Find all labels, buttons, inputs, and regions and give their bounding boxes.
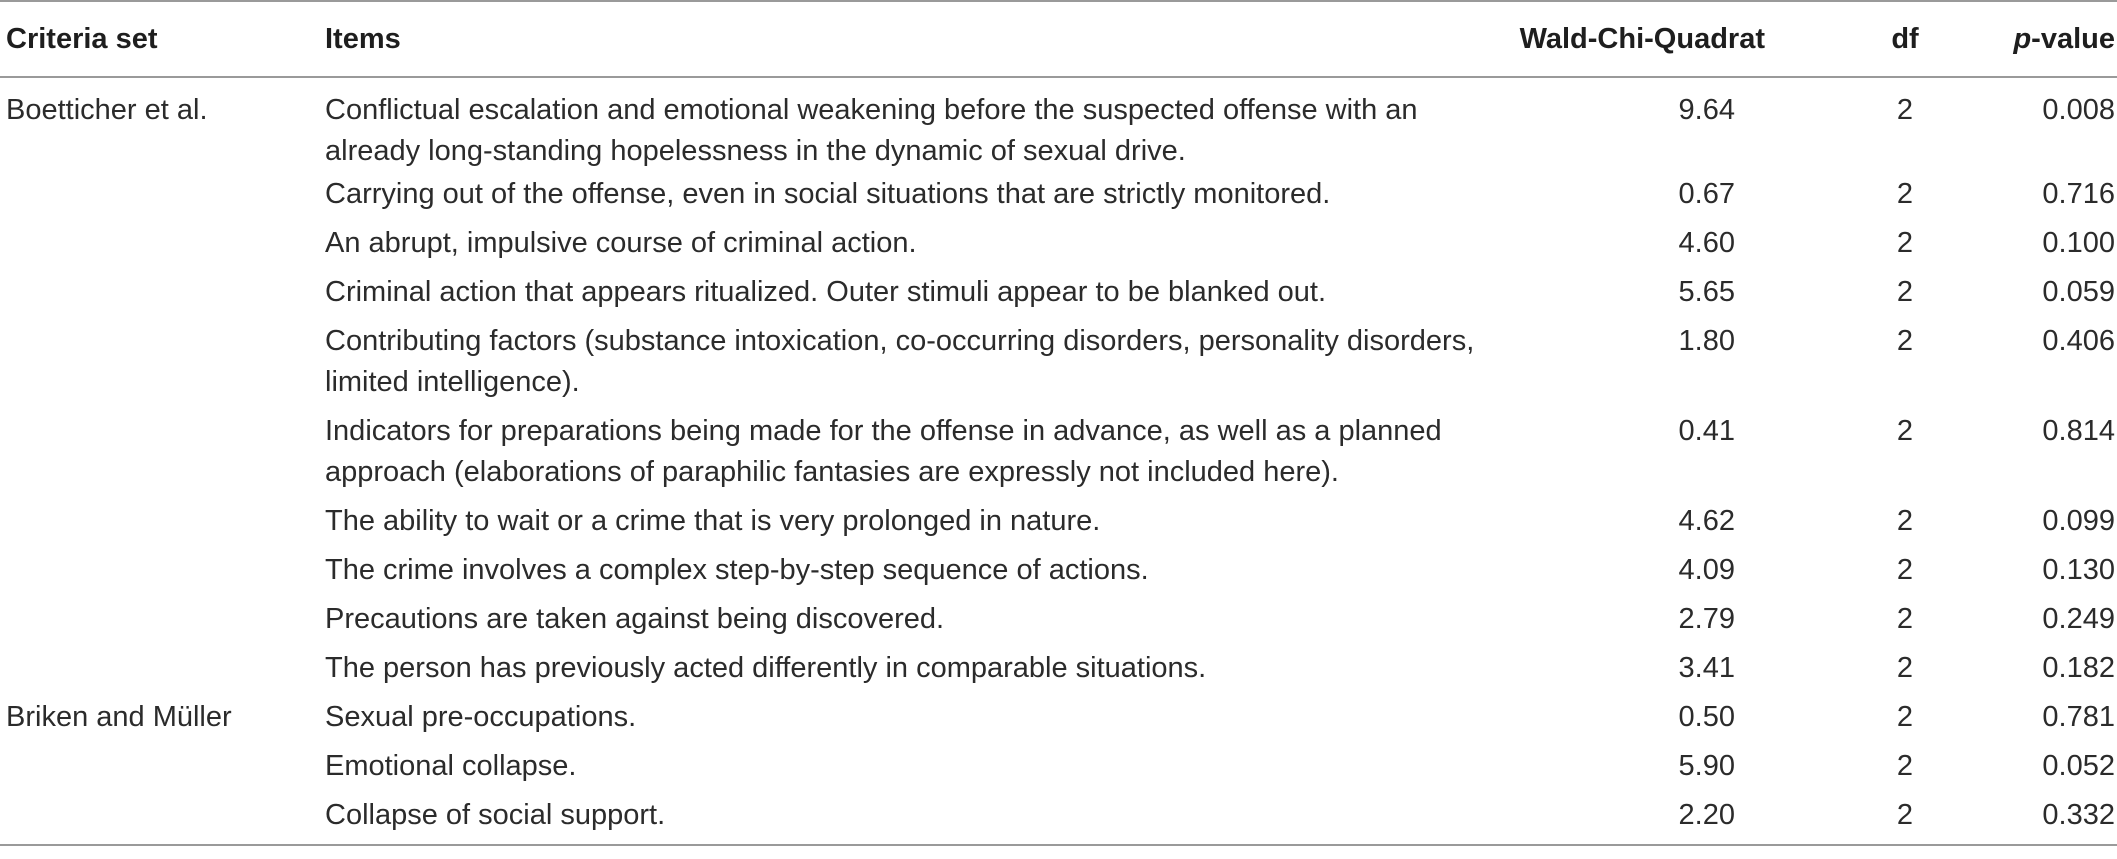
- cell-criteria-set: [0, 172, 325, 215]
- cell-p-value: 0.052: [2042, 750, 2115, 782]
- cell-criteria-set: [0, 787, 325, 845]
- cell-wald-chi-quadrat: 2.20: [1485, 787, 1815, 845]
- cell-item: Indicators for preparations being made for the offense in advance, as well as a planned approach (elaborations of paraphilic fantasies are expressly not included here).: [325, 415, 1442, 488]
- cell-wald-chi-quadrat: 4.09: [1678, 554, 1735, 586]
- cell-criteria-set: [0, 591, 325, 640]
- cell-df: 2: [1896, 652, 1914, 684]
- cell-criteria-set: Boetticher et al.: [6, 94, 208, 126]
- cell-df: 2: [1896, 750, 1914, 782]
- header-df: df: [1815, 1, 1995, 77]
- cell-p-value: 0.182: [2042, 652, 2115, 684]
- cell-criteria-set: [0, 738, 325, 787]
- cell-p-value: 0.814: [2042, 415, 2115, 447]
- cell-df: 2: [1896, 227, 1914, 259]
- cell-df: 2: [1896, 325, 1914, 357]
- table-row: [0, 689, 2117, 738]
- cell-p-value: 0.059: [2042, 276, 2115, 308]
- cell-item: An abrupt, impulsive course of criminal action.: [325, 227, 917, 259]
- header-p-value: [1995, 1, 2117, 77]
- cell-criteria-set: Briken and Müller: [6, 701, 232, 733]
- table-row: [0, 215, 2117, 264]
- cell-wald-chi-quadrat: 1.80: [1678, 325, 1735, 357]
- table-row: [0, 787, 2117, 845]
- cell-wald-chi-quadrat: 5.90: [1678, 750, 1735, 782]
- cell-criteria-set: [0, 215, 325, 264]
- table-row: [0, 542, 2117, 591]
- cell-item: The person has previously acted differently in comparable situations.: [325, 652, 1207, 684]
- header-wald-chi-quadrat: Wald-Chi-Quadrat: [1485, 1, 1815, 77]
- cell-criteria-set: [0, 313, 325, 403]
- table-row: [0, 172, 2117, 215]
- table-row: [0, 640, 2117, 689]
- cell-item: Carrying out of the offense, even in social situations that are strictly monitored.: [325, 178, 1331, 210]
- cell-wald-chi-quadrat: 9.64: [1678, 94, 1735, 126]
- cell-criteria-set: [0, 493, 325, 542]
- header-p-suffix: -value: [2031, 22, 2115, 55]
- cell-p-value: 0.100: [2042, 227, 2115, 259]
- cell-item: Precautions are taken against being discovered.: [325, 603, 945, 635]
- cell-df: 2: [1896, 554, 1914, 586]
- cell-p-value: 0.249: [2042, 603, 2115, 635]
- cell-criteria-set: [0, 264, 325, 313]
- header-row: [0, 1, 2117, 77]
- cell-criteria-set: [0, 542, 325, 591]
- table-row: [0, 77, 2117, 172]
- cell-item: Collapse of social support.: [325, 787, 1485, 845]
- cell-item: Contributing factors (substance intoxication, co-occurring disorders, personality disorders, limited intelligence).: [325, 325, 1475, 398]
- header-items: Items: [325, 1, 1485, 77]
- table-row: [0, 738, 2117, 787]
- cell-df: 2: [1896, 178, 1914, 210]
- cell-df: 2: [1896, 701, 1914, 733]
- cell-item: The ability to wait or a crime that is very prolonged in nature.: [325, 505, 1101, 537]
- table-body: [0, 77, 2117, 845]
- cell-wald-chi-quadrat: 3.41: [1678, 652, 1735, 684]
- cell-p-value: 0.781: [2042, 701, 2115, 733]
- cell-df: 2: [1896, 603, 1914, 635]
- table-row: [0, 313, 2117, 403]
- table-row: [0, 264, 2117, 313]
- cell-wald-chi-quadrat: 5.65: [1678, 276, 1735, 308]
- cell-df: 2: [1896, 505, 1914, 537]
- cell-p-value: 0.008: [2042, 94, 2115, 126]
- cell-wald-chi-quadrat: 4.62: [1678, 505, 1735, 537]
- cell-p-value: 0.332: [1995, 787, 2117, 845]
- cell-item: Emotional collapse.: [325, 750, 577, 782]
- cell-criteria-set: [0, 640, 325, 689]
- cell-wald-chi-quadrat: 0.50: [1678, 701, 1735, 733]
- cell-p-value: 0.099: [2042, 505, 2115, 537]
- cell-criteria-set: [0, 403, 325, 493]
- cell-df: 2: [1896, 276, 1914, 308]
- cell-df: 2: [1896, 415, 1914, 447]
- cell-item: The crime involves a complex step-by-step sequence of actions.: [325, 554, 1149, 586]
- table-row: [0, 591, 2117, 640]
- header-p-italic: p: [2013, 22, 2032, 55]
- cell-p-value: 0.406: [2042, 325, 2115, 357]
- header-criteria-set: Criteria set: [0, 1, 325, 77]
- cell-p-value: 0.716: [2042, 178, 2115, 210]
- cell-item: Criminal action that appears ritualized. Outer stimuli appear to be blanked out.: [325, 276, 1327, 308]
- cell-wald-chi-quadrat: 0.67: [1678, 178, 1735, 210]
- cell-p-value: 0.130: [2042, 554, 2115, 586]
- cell-wald-chi-quadrat: 0.41: [1678, 415, 1735, 447]
- cell-df: 2: [1896, 94, 1914, 126]
- cell-wald-chi-quadrat: 2.79: [1678, 603, 1735, 635]
- table-row: [0, 493, 2117, 542]
- cell-df: 2: [1815, 787, 1995, 845]
- cell-item: Sexual pre-occupations.: [325, 701, 637, 733]
- table-row: [0, 403, 2117, 493]
- table-header: [0, 1, 2117, 77]
- cell-wald-chi-quadrat: 4.60: [1678, 227, 1735, 259]
- cell-item: Conflictual escalation and emotional weakening before the suspected offense with an already long-standing hopelessness in the dynamic of sexual drive.: [325, 94, 1418, 167]
